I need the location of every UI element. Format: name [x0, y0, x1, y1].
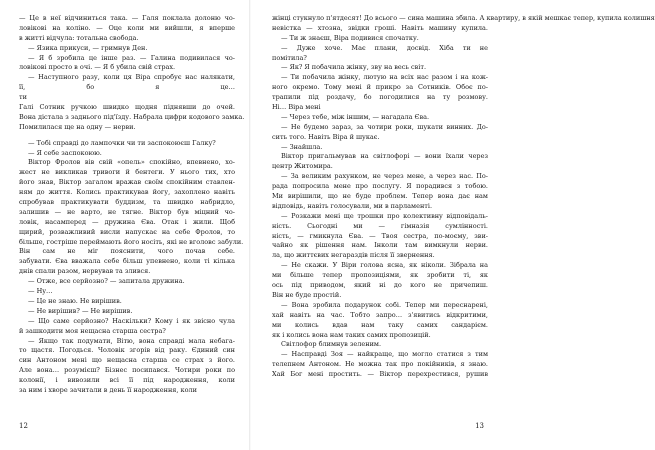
- text-line: Віктор пригальмував на світлофорі — вони їхали через: [281, 152, 488, 161]
- text-line: — Це не знаю. Не вирішив.: [28, 296, 122, 305]
- right-page-number: 13: [475, 422, 484, 430]
- text-line: ного окремо. Тому мені й прикро за Сотників. Обоє по-: [272, 83, 488, 92]
- text-line: більше, гостріше переймають його носіть, які не вголовс забули.: [19, 237, 244, 246]
- text-line: ловікові просто в очі. — Я б убила свій страх.: [19, 63, 176, 72]
- text-line: — Ти побачила жінку, лютую на всіх нас разом і на кож-: [281, 73, 488, 82]
- text-line: — Вона зробила подарунок собі. Тепер ми переснарені,: [281, 300, 488, 309]
- text-line: Помилилася ще на одну — нерви.: [19, 122, 136, 131]
- text-line: — Ти ж знаєш, Віра подивися спочатку.: [281, 33, 419, 42]
- text-line: — Наступного разу, коли ця Віра спробує нас налякати,: [28, 73, 235, 82]
- text-line: невістка — хтозна, звідки гроші. Навіть машину купила.: [272, 23, 488, 32]
- text-line: — Насправді Зоя — найкраще, що могло статися з тим: [281, 350, 488, 359]
- text-line: ність, — гмикнула Єва. — Твоя сестра, по-моєму, зви-: [272, 231, 488, 240]
- text-line: — Не будемо зараз, за чотири роки, шукати винних. До-: [281, 122, 488, 131]
- text-line: — Я себе заспокоюю.: [28, 148, 102, 157]
- text-line: сить того. Навіть Віра й шукає.: [272, 132, 380, 141]
- text-line: її, бо я це…: [19, 83, 235, 92]
- text-line: ми більше тепер пропозиціями, як зробити ті, як: [272, 271, 488, 280]
- text-line: ла, що життєвих негараздів після її звернення.: [272, 251, 435, 260]
- text-line: — Це в неї відчиниться така. — Галя поклала долоню чо-: [19, 14, 235, 22]
- text-line: — Через тебе, між іншим, — нагадала Єва.: [281, 112, 430, 121]
- text-line: — Тобі справді до лампочки чи ти заспокоюєш Галку?: [28, 138, 216, 147]
- left-page-text: [19, 14, 245, 396]
- text-line: — Отже, все серйозно? — запитала дружина.: [28, 277, 185, 286]
- text-line: жест не викликав тривоги й бентеги. У нього тих, хто: [19, 168, 235, 177]
- text-line: його знав, Віктор загалом вражав своїм спокійним ставлен-: [19, 178, 235, 187]
- text-line: колонії, і вивозили всі її під народження, коли: [19, 376, 235, 385]
- text-line: ми колись вдав нам таку самих сандарієм.: [272, 320, 488, 329]
- text-line: — За великим рахунком, не через мене, а через нас. По-: [281, 172, 488, 181]
- text-line: Віктор Фролов вів свій «опель» спокійно, впевнено, хо-: [28, 158, 235, 167]
- text-line: Ми вирішили, що не буде проблем. Тепер вона дає нам: [272, 192, 488, 201]
- text-line: Але вона… розумієш? Бізнес посипався. Чотири роки по: [19, 366, 235, 375]
- text-line: Хай Бог мені простить. — Віктор перехрестився, рушив: [272, 370, 488, 379]
- text-line: рада попросила мене про послугу. Я порадився з тобою.: [272, 182, 488, 191]
- text-line: ням до життя. Колись практикував йогу, захоплено навіть: [19, 188, 235, 197]
- text-line: — Дуже хоче. Має плани, досвід. Хіба ти не: [281, 43, 488, 52]
- left-page-number: 12: [19, 422, 28, 430]
- text-line: — Ну…: [28, 287, 53, 296]
- text-line: Він сам не міг пояснити, чого почав себе.: [19, 247, 235, 256]
- text-line: — Я б зробила це інше раз. — Галина подивилася чо-: [28, 53, 235, 62]
- text-line: Галі Сотник ручкою швидко щодня піднявши до очей.: [19, 103, 235, 112]
- right-page: [250, 0, 655, 450]
- text-line: ність. Сьогодні ми — гімназія сумлінності.: [272, 221, 488, 230]
- text-line: ось під приводом, який ні до кого не причепиш.: [272, 281, 488, 290]
- text-line: за ним і хворе зачитали в день її народження, коли: [19, 385, 197, 394]
- text-line: спробував практикувати буддизм, та швидко набридло,: [19, 198, 235, 207]
- text-line: Він не буде простій.: [272, 290, 342, 299]
- text-line: днів спали разом, нервував та злився.: [19, 267, 151, 276]
- text-line: — Як? Я побачила жінку, зву на весь світ.: [281, 63, 427, 72]
- text-line: — Не скажи. У Віри голова ясна, як ніколи. Зібрала на: [281, 261, 488, 270]
- text-line: син Антоном мені що нещасна старша се страх з його.: [19, 356, 235, 365]
- text-line: [272, 380, 488, 390]
- text-line: — Розкажи мені ще трошки про колективну відповідаль-: [281, 211, 488, 220]
- text-line: Вона дістала з заднього під'їзду. Набрала цифри кодового замка.: [19, 112, 245, 121]
- text-line: Ні… Віра мені: [272, 103, 321, 112]
- text-line: жінці стукнуло п'ятдесят! До всього — сина машина збила. А квартиру, в якій мешкає тепер, купила колишня: [272, 14, 655, 22]
- text-line: щирий, розважливий висли напускає на себе Фролов, то: [19, 227, 235, 236]
- text-line: відповідь, навіть голосували, ми в парламенті.: [272, 201, 433, 210]
- text-line: то щастя. Погодься. Чоловік згорів від раку. Єдиний син: [19, 346, 235, 355]
- text-line: ловік, насамперед — дружина Єва. Отак і жили. Щоб: [19, 217, 235, 226]
- text-line: телепнем Антоном. Не можна так про покійників, я знаю.: [272, 360, 488, 369]
- text-line: — Якщо так подумати, Вітю, вона справді мала небага-: [28, 336, 235, 345]
- text-line: як і колись вона нам таких самих пропозицій.: [272, 330, 431, 339]
- text-line: помітила?: [272, 53, 307, 62]
- text-line: забувати. Єва вважала себе більш упевнено, коли ті кілька: [19, 257, 235, 266]
- text-line: трапили під роздачу, бо погодилися на ту розмову.: [272, 93, 488, 102]
- text-line: — Знайшла.: [281, 142, 323, 151]
- left-page: [0, 0, 250, 450]
- text-line: ти: [19, 93, 27, 102]
- text-line: — Що саме серйозно? Наскільки? Кому і як звісно чула: [28, 316, 235, 325]
- text-line: Світлофор блимнув зеленим.: [281, 340, 382, 349]
- text-line: чайно як рішення нам. Інколи там вимкнули нерви.: [272, 241, 488, 250]
- text-line: в житті відчула: тотальна свобода.: [19, 33, 139, 42]
- text-line: й зашкодити моя нещасна старша сестра?: [19, 326, 166, 335]
- text-line: — Не вирішив? — Не вирішив.: [28, 306, 133, 315]
- text-line: — Язика прикуси, — гримнув Ден.: [28, 43, 148, 52]
- text-line: залишив — не варто, не тягне. Віктор був міцний чо-: [19, 207, 235, 216]
- text-line: центр Житомира.: [272, 162, 333, 171]
- text-line: ловікові на коліно. — Оце коли ми вийшли, я вперше: [19, 23, 235, 32]
- text-line: хай навіть на час. Тобто запро… з'явитись відкритими,: [272, 310, 488, 319]
- right-page-text: [272, 14, 655, 390]
